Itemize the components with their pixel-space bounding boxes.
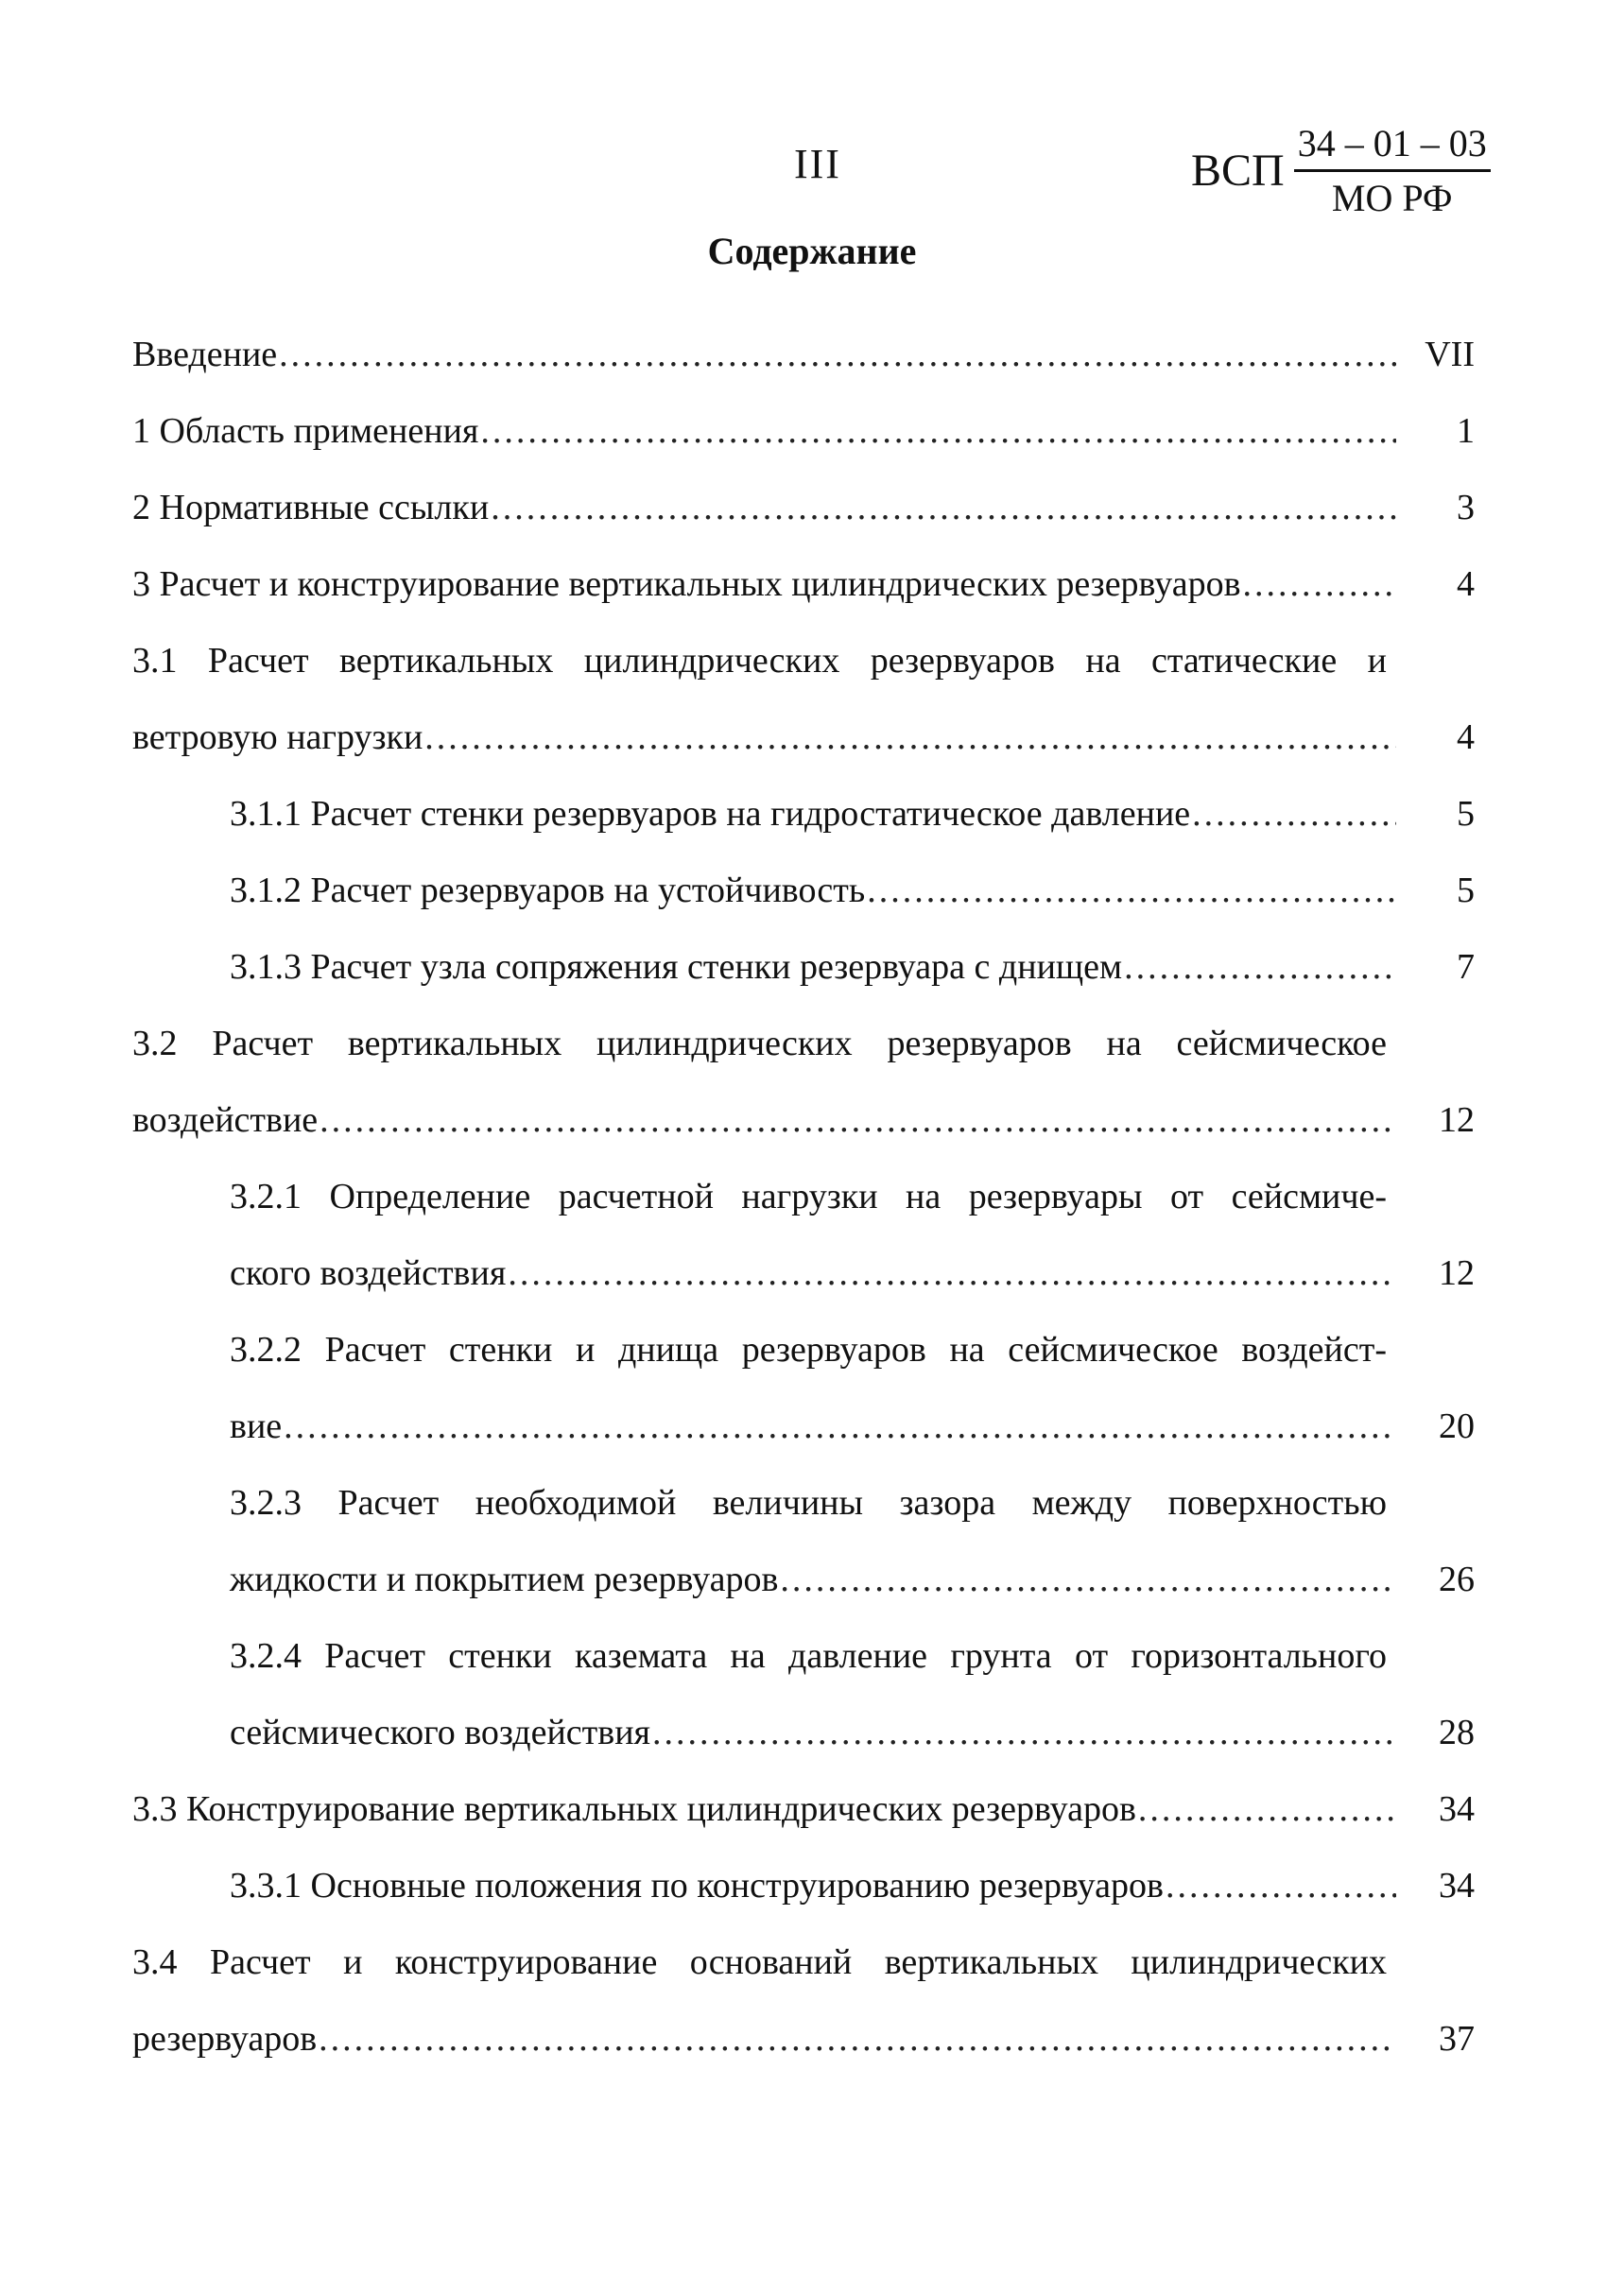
- toc-entry-first-line[interactable]: [230, 1475, 1475, 1531]
- toc-entry-label: 3.3.1 Основные положения по конструированию резервуаров: [230, 1866, 1164, 1906]
- toc-entry[interactable]: [230, 1704, 1475, 1761]
- toc-entry-label: резервуаров: [132, 2019, 318, 2059]
- toc-entry-label: 3.1.3 Расчет узла сопряжения стенки резервуара с днищем: [230, 947, 1123, 987]
- document-code-fraction: [1294, 121, 1491, 220]
- toc-entry-label: 3.2.4 Расчет стенки каземата на давление грунта от горизонтального: [230, 1636, 1387, 1676]
- toc-entry-label: 3.1.2 Расчет резервуаров на устойчивость: [230, 871, 866, 910]
- toc-entry-page: 12: [1439, 1100, 1475, 1140]
- toc-entry-label: 3.2.2 Расчет стенки и днища резервуаров на сейсмическое воздейст-: [230, 1330, 1387, 1370]
- toc-entry-first-line[interactable]: [132, 1015, 1475, 1072]
- toc-leader-dots: [319, 2010, 1396, 2067]
- toc-leader-dots: [284, 1398, 1396, 1455]
- toc-entry-label: 3.2.1 Определение расчетной нагрузки на резервуары от сейсмиче-: [230, 1177, 1387, 1216]
- toc-leader-dots: [1138, 1781, 1396, 1837]
- toc-entry-page: 34: [1439, 1866, 1475, 1906]
- document-code-organization: МО РФ: [1331, 177, 1453, 219]
- toc-leader-dots: [1124, 939, 1396, 995]
- toc-entry[interactable]: [132, 709, 1475, 766]
- toc-leader-dots: [1166, 1857, 1396, 1914]
- toc-leader-dots: [1192, 785, 1396, 842]
- toc-entry-page: 7: [1457, 947, 1475, 987]
- toc-entry-page: 5: [1457, 794, 1475, 834]
- page-number: III: [794, 141, 841, 187]
- toc-entry-label: ского воздействия: [230, 1253, 507, 1293]
- toc-entry-page: 34: [1439, 1789, 1475, 1829]
- toc-entry[interactable]: [230, 1551, 1475, 1608]
- toc-entry-first-line[interactable]: [132, 1934, 1475, 1991]
- toc-entry-label: жидкости и покрытием резервуаров: [230, 1560, 779, 1599]
- toc-entry-label: воздействие: [132, 1100, 319, 1140]
- toc-entry-page: VII: [1425, 335, 1475, 374]
- toc-entry-page: 3: [1457, 488, 1475, 527]
- toc-entry-label: Введение: [132, 335, 278, 374]
- toc-entry-label: 3.4 Расчет и конструирование оснований вертикальных цилиндрических: [132, 1942, 1387, 1982]
- toc-entry-page: 26: [1439, 1560, 1475, 1599]
- document-code-prefix: ВСП: [1191, 146, 1285, 196]
- document-code-number: 34 – 01 – 03: [1294, 121, 1491, 172]
- toc-entry[interactable]: [132, 556, 1475, 612]
- toc-entry-label: сейсмического воздействия: [230, 1713, 651, 1752]
- toc-leader-dots: [867, 862, 1396, 919]
- toc-entry[interactable]: [230, 1245, 1475, 1302]
- toc-entry[interactable]: [230, 1398, 1475, 1455]
- toc-leader-dots: [320, 1092, 1396, 1148]
- toc-entry-label: 2 Нормативные ссылки: [132, 488, 490, 527]
- toc-entry-first-line[interactable]: [132, 632, 1475, 689]
- toc-entry-label: 3.3 Конструирование вертикальных цилиндрических резервуаров: [132, 1789, 1136, 1829]
- page-title: Содержание: [707, 230, 917, 272]
- toc-entry-label: 3.2.3 Расчет необходимой величины зазора между поверхностью: [230, 1483, 1387, 1523]
- document-code: [1191, 121, 1491, 220]
- toc-entry-page: 5: [1457, 871, 1475, 910]
- toc-entry[interactable]: [132, 326, 1475, 383]
- toc-leader-dots: [780, 1551, 1396, 1608]
- toc-leader-dots: [508, 1245, 1396, 1302]
- toc-entry-first-line[interactable]: [230, 1628, 1475, 1684]
- toc-entry-page: 20: [1439, 1406, 1475, 1446]
- toc-entry-first-line[interactable]: [230, 1168, 1475, 1225]
- toc-entry-label: вие: [230, 1406, 283, 1446]
- toc-entry-page: 4: [1457, 717, 1475, 757]
- toc-entry-page: 28: [1439, 1713, 1475, 1752]
- toc-entry[interactable]: [132, 1781, 1475, 1837]
- toc-entry-label: 3 Расчет и конструирование вертикальных цилиндрических резервуаров: [132, 564, 1241, 604]
- toc-entry-page: 12: [1439, 1253, 1475, 1293]
- toc-leader-dots: [424, 709, 1396, 766]
- toc-entry-page: 4: [1457, 564, 1475, 604]
- toc-entry-first-line[interactable]: [230, 1321, 1475, 1378]
- toc-leader-dots: [480, 403, 1396, 459]
- toc-entry-label: 1 Область применения: [132, 411, 479, 451]
- toc-entry-label: 3.1.1 Расчет стенки резервуаров на гидростатическое давление: [230, 794, 1191, 834]
- toc-entry[interactable]: [132, 1092, 1475, 1148]
- toc-entry[interactable]: [230, 785, 1475, 842]
- toc-entry-label: ветровую нагрузки: [132, 717, 423, 757]
- toc-entry-label: 3.2 Расчет вертикальных цилиндрических резервуаров на сейсмическое: [132, 1024, 1387, 1063]
- toc-entry-page: 1: [1457, 411, 1475, 451]
- toc-leader-dots: [652, 1704, 1396, 1761]
- toc-entry[interactable]: [132, 479, 1475, 536]
- toc-leader-dots: [491, 479, 1396, 536]
- toc-entry[interactable]: [230, 1857, 1475, 1914]
- toc-entry[interactable]: [230, 939, 1475, 995]
- toc-entry-label: 3.1 Расчет вертикальных цилиндрических резервуаров на статические и: [132, 641, 1387, 681]
- toc-entry[interactable]: [230, 862, 1475, 919]
- toc-leader-dots: [279, 326, 1396, 383]
- toc-entry-page: 37: [1439, 2019, 1475, 2059]
- toc-entry[interactable]: [132, 2010, 1475, 2067]
- toc-entry[interactable]: [132, 403, 1475, 459]
- toc-leader-dots: [1243, 556, 1396, 612]
